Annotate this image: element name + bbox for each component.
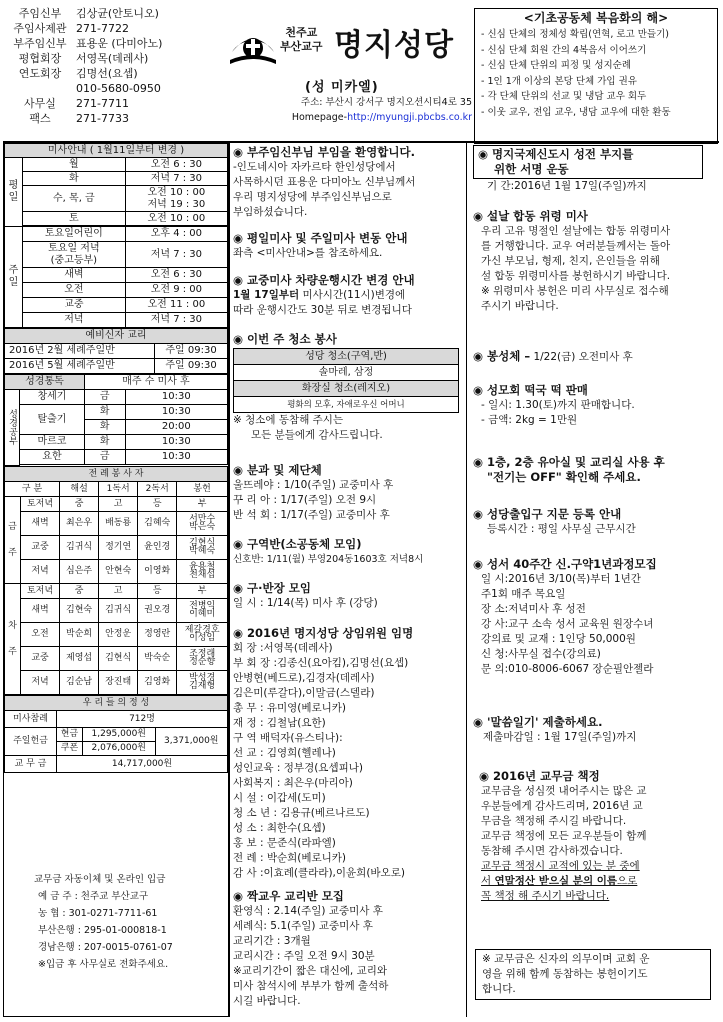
servers-kind: 새벽 <box>21 511 60 535</box>
cash-amount: 1,295,000원 <box>83 727 156 741</box>
servers-kind: 교중 <box>21 646 60 670</box>
catechism-title: 예비신자 교리 <box>5 329 228 344</box>
staff-value: 271-7733 <box>76 112 129 125</box>
notice-line: 사목하시던 표용운 다미아노 신부님께서 <box>233 176 416 188</box>
catechism-table <box>4 328 228 374</box>
notice-line: 교리시간 : 주일 오전 9시 30분 <box>233 950 375 962</box>
lunar-mass-notice <box>473 209 713 314</box>
servers-head: 2독서 <box>138 481 177 496</box>
diocese-emblem-icon <box>228 22 278 68</box>
bank-line: 예 금 주 : 천주교 부산교구 <box>38 891 149 902</box>
study-book: 창세기 <box>20 390 85 405</box>
notice-line: 교무금 책정에 모든 교우분들이 함께 <box>481 830 647 842</box>
study-time: 10:30 <box>125 390 227 405</box>
committee-line: 구 역 배덕자(유스티나): <box>233 732 343 744</box>
servers-kind: 저녁 <box>21 559 60 583</box>
notice-line: 신호반: 1/11(월) 부영204동1603호 저녁8시 <box>233 554 424 565</box>
committee-line: 청 소 년 : 김용규(베르나르도) <box>233 807 370 819</box>
notice-emphasis: 연말정산 받으실 분의 이름 <box>494 875 618 887</box>
servers-cell: 윤용철 천채섭 <box>177 559 228 583</box>
basic-community-item: - 이웃 교우, 전입 교우, 냉담 교우에 대한 환동 <box>481 106 671 118</box>
notice-line: 설 합동 위령미사를 봉헌하시기 바랍니다. <box>481 270 671 282</box>
committee-line: 성인교육 : 정부경(요셉피나) <box>233 762 363 774</box>
mass-day: 교중 <box>23 298 126 313</box>
mass-time: 오전 6 : 30 <box>125 158 227 172</box>
middle-column <box>233 143 465 1017</box>
homepage-label: Homepage- <box>291 112 348 123</box>
mass-time: 오전 9 : 00 <box>125 283 227 298</box>
mass-attendance-count: 712명 <box>57 710 228 727</box>
notice-line: 우리 명지성당에 부주임신부님으로 <box>233 191 392 203</box>
staff-title: 평협회장 <box>18 52 62 65</box>
servers-cell: 등 <box>138 496 177 511</box>
offering-title: 우 리 들 의 정 성 <box>5 695 228 710</box>
notice-line: 1/22(금) 오전미사 후 <box>530 351 633 363</box>
staff-list <box>6 6 228 142</box>
patron-saint: (성 미카엘) <box>305 80 379 95</box>
notice-line: 일 시:2016년 3/10(목)부터 1년간 <box>481 573 641 585</box>
sunday-offering-label: 주일헌금 <box>5 727 57 755</box>
servers-cell: 서만수 박은숙 <box>177 511 228 535</box>
committee-line: 성 소 : 최한수(요셉) <box>233 822 326 834</box>
diocese-name <box>280 26 323 54</box>
study-day: 화 <box>84 405 125 420</box>
notice-heading: ◉ 평일미사 및 주일미사 변동 안내 <box>233 231 408 245</box>
notice-heading: ◉ 교중미사 차량운행시간 변경 안내 <box>233 273 415 287</box>
servers-cell: 권오경 <box>138 598 177 622</box>
staff-row <box>6 36 228 51</box>
mass-time: 저녁 7 : 30 <box>125 172 227 186</box>
basic-community-item: - 신심 단체 단위의 피정 및 성지순례 <box>481 60 632 71</box>
servers-cell: 전병익 이혜미 <box>177 598 228 622</box>
servers-table <box>4 466 228 695</box>
notice-line: 제출마감일 : 1월 17일(주일)까지 <box>483 731 637 743</box>
schedule-change-notice <box>233 231 465 261</box>
notice-line: 강의료 및 교재 : 1인당 50,000원 <box>481 633 636 645</box>
notice-line: -인도네시아 자카르타 한인성당에서 <box>233 161 396 173</box>
servers-kind: 오전 <box>21 622 60 646</box>
servers-cell: 이영화 <box>138 559 177 583</box>
mass-day: 오전 <box>23 283 126 298</box>
servers-cell: 윤인경 <box>138 535 177 559</box>
bible-study-label: 성경공부 <box>5 390 20 466</box>
study-day: 금 <box>84 390 125 405</box>
notice-line: 주시기 바랍니다. <box>481 300 559 312</box>
committee-line: 안병현(베드로),김경자(데레사) <box>233 672 375 684</box>
staff-row <box>6 81 228 96</box>
mass-time: 오전 6 : 30 <box>125 268 227 283</box>
notice-line: 가신 부모님, 형제, 친지, 은인들을 위해 <box>481 255 660 267</box>
column-divider <box>229 143 230 1017</box>
committee-line: 선 교 : 김영희(헬레나) <box>233 747 336 759</box>
notice-line: 주1회 매주 목요일 <box>481 588 566 600</box>
notice-line: 우분들에게 감사드리며, 2016년 교 <box>481 800 643 812</box>
notice-heading: "전기는 OFF" 확인해 주세요. <box>487 470 641 484</box>
bible-course-notice <box>473 557 713 677</box>
diocese-line2: 부산교구 <box>280 40 323 53</box>
notice-underlined: 교무금 책정시 교적에 있는 분 중에 <box>481 860 640 872</box>
diocese-line1: 천주교 <box>285 26 318 39</box>
bus-notice <box>233 273 465 318</box>
coupon-label: 쿠폰 <box>57 741 83 755</box>
servers-cell: 제영섭 <box>60 646 99 670</box>
cleaning-cell: 성당 청소(구역,반) <box>234 349 459 365</box>
servers-cell: 김현식 <box>99 646 138 670</box>
notice-heading: ◉ '말씀일기' 제출하세요. <box>473 715 603 729</box>
servers-title: 전 례 봉 사 자 <box>5 466 228 481</box>
weekday-label: 평일 <box>5 158 23 227</box>
catechism-class: 2016년 2월 세례주일반 <box>5 344 155 359</box>
notice-line: 장 소:저녁미사 후 성전 <box>481 603 586 615</box>
servers-cell: 부 <box>177 496 228 511</box>
notice-heading: ◉ 성모회 떡국 떡 판매 <box>473 383 588 397</box>
district-notice <box>233 537 465 567</box>
staff-title: 주임사제관 <box>13 22 67 35</box>
notice-line: 부임하셨습니다. <box>233 206 308 218</box>
staff-row <box>6 51 228 66</box>
study-time: 10:30 <box>125 450 227 465</box>
notice-line: - 금액: 2kg = 1만원 <box>481 414 578 426</box>
notice-heading: ◉ 1층, 2층 유아실 및 교리실 사용 후 <box>473 455 665 469</box>
servers-cell: 부 <box>177 583 228 598</box>
staff-value: 김명선(요셉) <box>76 67 138 80</box>
servers-cell: 김현숙 <box>60 598 99 622</box>
this-week-label: 금주 <box>5 496 21 583</box>
servers-kind: 새벽 <box>21 598 60 622</box>
mass-time: 오전 10 : 00 저녁 19 : 30 <box>125 186 227 212</box>
notice-line: ※ 청소에 동참해 주시는 <box>233 414 344 426</box>
staff-value: 표용운 (다미아노) <box>76 37 163 50</box>
staff-value: 010-5680-0950 <box>76 82 161 95</box>
servers-cell: 심은주 <box>60 559 99 583</box>
notice-line: 등록시간 : 평일 사무실 근무시간 <box>487 523 636 535</box>
rice-cake-notice <box>473 383 713 428</box>
committee-line: 총 무 : 유미영(베로니카) <box>233 702 347 714</box>
study-day: 화 <box>84 435 125 450</box>
staff-title: 사무실 <box>24 97 56 110</box>
study-book: 탈출기 <box>20 405 85 435</box>
servers-cell: 최은우 <box>60 511 99 535</box>
servers-cell: 김영화 <box>138 670 177 694</box>
servers-kind: 교중 <box>21 535 60 559</box>
servers-kind: 토저녁 <box>21 583 60 598</box>
mass-title: 미사안내 ( 1월11일부터 변경 ) <box>5 144 228 158</box>
servers-cell: 안정운 <box>99 622 138 646</box>
mass-day: 토요일 저녁 (중고등부) <box>23 242 126 268</box>
notice-line: 따라 운행시간도 30분 뒤로 변경됩니다 <box>233 304 412 316</box>
notice-underlined: 꼭 책정 해 주시기 바랍니다. <box>481 890 610 902</box>
notice-line: 신 청:사무실 접수(강의료) <box>481 648 601 660</box>
staff-value: 서영목(데레사) <box>76 52 149 65</box>
fingerprint-notice <box>473 507 713 537</box>
notice-underlined: 으로 <box>617 875 638 887</box>
column-divider <box>466 143 467 1017</box>
mass-day: 수, 목, 금 <box>23 186 126 212</box>
committee-line: 재 정 : 김철남(요한) <box>233 717 326 729</box>
servers-head: 해설 <box>60 481 99 496</box>
mass-time: 저녁 7 : 30 <box>125 313 227 328</box>
church-logo <box>228 20 470 74</box>
notice-heading: ◉ 분과 및 제단체 <box>233 463 322 477</box>
offering-table <box>4 695 228 773</box>
basic-community-item: - 신심 단체의 정체성 확립(연혁, 로고 만들기) <box>481 29 669 40</box>
staff-title <box>6 81 74 96</box>
notice-line: 기 간:2016년 1월 17일(주일)까지 <box>487 180 647 192</box>
servers-head: 구 분 <box>5 481 60 496</box>
notice-heading: 위한 서명 운동 <box>494 162 569 176</box>
committee-line: 전 례 : 박순희(베로니카) <box>233 852 347 864</box>
cleaning-cell: 화장실 청소(레지오) <box>234 381 459 397</box>
mass-day: 화 <box>23 172 126 186</box>
notice-line: 반 석 회 : 1/17(주일) 교중미사 후 <box>233 509 390 521</box>
coupon-amount: 2,076,000원 <box>83 741 156 755</box>
study-day: 금 <box>84 450 125 465</box>
notice-line: 문 의:010-8006-6067 장순필안젤라 <box>481 663 654 675</box>
servers-kind: 저녁 <box>21 670 60 694</box>
servers-cell: 고 <box>99 496 138 511</box>
notice-line: ※ 위령미사 봉헌은 미리 사무실로 접수해 <box>481 285 669 297</box>
servers-cell: 김혜숙 <box>138 511 177 535</box>
servers-cell: 김귀식 <box>99 598 138 622</box>
staff-title: 팩스 <box>29 112 51 125</box>
basic-community-box <box>474 8 718 144</box>
study-time: 10:30 <box>125 405 227 420</box>
servers-cell: 배동룡 <box>99 511 138 535</box>
study-day: 화 <box>84 420 125 435</box>
bible-study-table <box>4 374 228 466</box>
servers-cell: 김귀식 <box>60 535 99 559</box>
dues-footnote-box <box>475 949 711 1000</box>
notice-heading: ◉ 이번 주 청소 봉사 <box>233 332 337 346</box>
servers-cell: 조정래 정순향 <box>177 646 228 670</box>
notice-line: 울뜨레야 : 1/10(주일) 교중미사 후 <box>233 479 394 491</box>
staff-value: 271-7711 <box>76 97 129 110</box>
committee-line: 사회복지 : 최은우(마리아) <box>233 777 353 789</box>
servers-cell: 박순희 <box>60 622 99 646</box>
notice-heading: ◉ 2016년 명지성당 상임위원 임명 <box>233 626 414 640</box>
mass-attendance-label: 미사참례 <box>5 710 57 727</box>
notice-heading: ◉ 명지국제신도시 성전 부지를 <box>478 147 634 161</box>
notice-line: 세례식: 5.1(주일) 교중미사 후 <box>233 920 373 932</box>
basic-community-item: - 신심 단체 회원 간의 4복음서 이어쓰기 <box>481 44 647 56</box>
notice-heading: ◉ 구역반(소공동체 모임) <box>233 537 362 551</box>
staff-row <box>6 111 228 126</box>
bank-line: 부산은행 : 295-01-000818-1 <box>38 925 167 936</box>
cleaning-cell: 솔마레, 삼정 <box>234 365 459 381</box>
couple-class-notice <box>233 889 465 1009</box>
servers-cell: 김순남 <box>60 670 99 694</box>
notice-line: 영을 위해 함께 동참하는 봉헌이기도 <box>482 968 648 980</box>
notice-line: 를 거행합니다. 교우 여러분들께서는 돌아 <box>481 240 671 252</box>
mass-day: 저녁 <box>23 313 126 328</box>
servers-cell: 장진태 <box>99 670 138 694</box>
mass-day: 토 <box>23 212 126 226</box>
notice-line: 교무금을 성심껏 내어주시는 많은 교 <box>481 785 647 797</box>
servers-cell: 김현식 박혜숙 <box>177 535 228 559</box>
mass-day: 월 <box>23 158 126 172</box>
notice-line: 무금을 책정해 주시길 바랍니다. <box>481 815 627 827</box>
bible-reading-title: 성경통독 <box>5 375 85 390</box>
notice-line: ※ 교무금은 신자의 의무이며 교회 운 <box>482 953 650 965</box>
notice-heading: ◉ 부주임신부님 부임을 환영합니다. <box>233 145 415 159</box>
dues-label: 교 무 금 <box>5 755 57 772</box>
cleaning-notice <box>233 332 465 443</box>
committee-line: 부 회 장 :김종신(요아킴),김명선(요셉) <box>233 657 409 669</box>
notice-heading: ◉ 구·반장 모임 <box>233 581 311 595</box>
notice-line: 동참해 주시면 감사하겠습니다. <box>481 845 623 857</box>
basic-community-item: - 각 단체 단위의 선교 및 냉담 교우 회두 <box>481 91 647 102</box>
sunday-label: 주일 <box>5 227 23 328</box>
committee-line: 회 장 :서영목(데레사) <box>233 642 333 654</box>
notice-underlined: 서 <box>481 875 495 887</box>
servers-cell: 박숙순 <box>138 646 177 670</box>
nursery-notice <box>473 455 713 485</box>
servers-cell: 박성경 김재형 <box>177 670 228 694</box>
committee-line: 홍 보 : 문준식(라파엘) <box>233 837 336 849</box>
dues-amount: 14,717,000원 <box>57 755 228 772</box>
cash-label: 현금 <box>57 727 83 741</box>
bank-line: 농 협 : 301-0271-7711-61 <box>38 908 158 919</box>
servers-head: 봉헌 <box>177 481 228 496</box>
study-time: 10:30 <box>125 435 227 450</box>
notice-line: ※교리기간이 짧은 대신에, 교리와 <box>233 965 388 977</box>
address: 주소: 부산시 강서구 명지오션시티4로 35 <box>300 97 472 108</box>
welcome-notice <box>233 145 465 220</box>
notice-emphasis: 1월 17일부터 <box>233 289 300 301</box>
committee-line: 시 설 : 이갑세(도미) <box>233 792 326 804</box>
notice-heading: ◉ 성서 40주간 신.구약1년과정모집 <box>473 557 657 571</box>
basic-community-title: <기초공동체 복음화의 해> <box>523 11 669 25</box>
notice-line: 일 시 : 1/14(목) 미사 후 (강당) <box>233 597 378 609</box>
notice-heading: ◉ 설날 합동 위령 미사 <box>473 209 588 223</box>
bible-reading-subtitle: 매주 수 미사 후 <box>84 375 227 390</box>
staff-row <box>6 96 228 111</box>
cleaning-cell: 평화의 모후, 자애로우신 어머니 <box>234 397 459 413</box>
mass-time: 저녁 7 : 30 <box>125 242 227 268</box>
notice-line: 좌측 <미사안내>를 참조하세요. <box>233 247 383 259</box>
servers-cell: 중 <box>60 496 99 511</box>
staff-row <box>6 21 228 36</box>
notice-line: 환영식 : 2.14(주일) 교중미사 후 <box>233 905 383 917</box>
notice-line: 우리 고유 명절인 설날에는 합동 위령미사 <box>481 225 671 237</box>
committee-notice <box>233 626 465 881</box>
servers-cell: 정기연 <box>99 535 138 559</box>
bank-line: 교무금 자동이체 및 온라인 입금 <box>34 874 166 885</box>
notice-line: 미사 참석시에 부부가 함께 출석하 <box>233 980 389 992</box>
basic-community-item: - 1인 1개 이상의 본당 단체 가입 권유 <box>481 75 637 87</box>
servers-head: 1독서 <box>99 481 138 496</box>
servers-cell: 등 <box>138 583 177 598</box>
committee-line: 김은미(루갈다),이말금(스델라) <box>233 687 375 699</box>
bank-line: 경남은행 : 207-0015-0761-07 <box>38 942 173 953</box>
left-column <box>3 143 229 1017</box>
study-time: 20:00 <box>125 420 227 435</box>
catechism-time: 주일 09:30 <box>155 359 228 374</box>
right-column <box>469 143 719 1017</box>
notice-heading: ◉ 성당출입구 지문 등록 안내 <box>473 507 622 521</box>
cleaning-table <box>233 348 459 413</box>
staff-value: 김상균(안토니오) <box>76 7 159 20</box>
bank-line: ※입금 후 사무실로 전화주세요. <box>38 959 169 970</box>
study-book: 요한 <box>20 450 85 465</box>
communion-notice <box>473 349 713 365</box>
word-diary-notice <box>473 715 713 745</box>
mass-time: 오전 10 : 00 <box>125 212 227 226</box>
notice-line: - 일시: 1.30(토)까지 판매합니다. <box>481 399 635 411</box>
staff-row <box>6 6 228 21</box>
notice-line: 강 사:교구 소속 성서 교육원 원장수녀 <box>481 618 654 630</box>
signature-notice <box>473 145 711 194</box>
mass-day: 토요일어린이 <box>23 227 126 242</box>
staff-title: 주임신부 <box>18 7 62 20</box>
staff-title: 부주임신부 <box>13 37 67 50</box>
next-week-label: 차주 <box>5 583 21 694</box>
catechism-time: 주일 09:30 <box>155 344 228 359</box>
notice-line: 시길 바랍니다. <box>233 995 301 1007</box>
servers-cell: 제갈경호 이성임 <box>177 622 228 646</box>
sunday-offering-total: 3,371,000원 <box>155 727 228 755</box>
homepage-link[interactable]: http://myungji.pbcbs.co.kr <box>347 112 472 123</box>
staff-title: 연도회장 <box>18 67 62 80</box>
address-block <box>262 95 472 125</box>
dues-notice <box>473 769 713 904</box>
mass-time: 오전 11 : 00 <box>125 298 227 313</box>
catechism-class: 2016년 5월 세례주일반 <box>5 359 155 374</box>
notice-line: 모든 분들에게 감사드립니다. <box>251 429 383 441</box>
notice-heading: ◉ 짝교우 교리반 모집 <box>233 889 344 903</box>
notice-line: 교리기간 : 3개월 <box>233 935 311 947</box>
servers-kind: 토저녁 <box>21 496 60 511</box>
servers-cell: 중 <box>60 583 99 598</box>
servers-cell: 안현숙 <box>99 559 138 583</box>
notice-heading: ◉ 봉성체 – <box>473 349 531 363</box>
committee-line: 감 사 :이효례(클라라),이윤희(바오로) <box>233 867 405 879</box>
notice-line: 합니다. <box>482 983 516 995</box>
leaders-meeting-notice <box>233 581 465 611</box>
parish-name: 명지성당 <box>334 28 454 63</box>
mass-day: 새벽 <box>23 268 126 283</box>
groups-notice <box>233 463 465 523</box>
servers-cell: 정영란 <box>138 622 177 646</box>
staff-row <box>6 66 228 81</box>
mass-time: 오후 4 : 00 <box>125 227 227 242</box>
notice-line: 미사시간(11시)변경에 <box>299 289 406 301</box>
servers-cell: 고 <box>99 583 138 598</box>
notice-heading: ◉ 2016년 교무금 책정 <box>479 769 600 783</box>
mass-table <box>4 143 228 328</box>
study-book: 마르코 <box>20 435 85 450</box>
bank-info <box>14 871 224 973</box>
staff-value: 271-7722 <box>76 22 129 35</box>
notice-line: 꾸 리 아 : 1/17(주일) 오전 9시 <box>233 494 377 506</box>
